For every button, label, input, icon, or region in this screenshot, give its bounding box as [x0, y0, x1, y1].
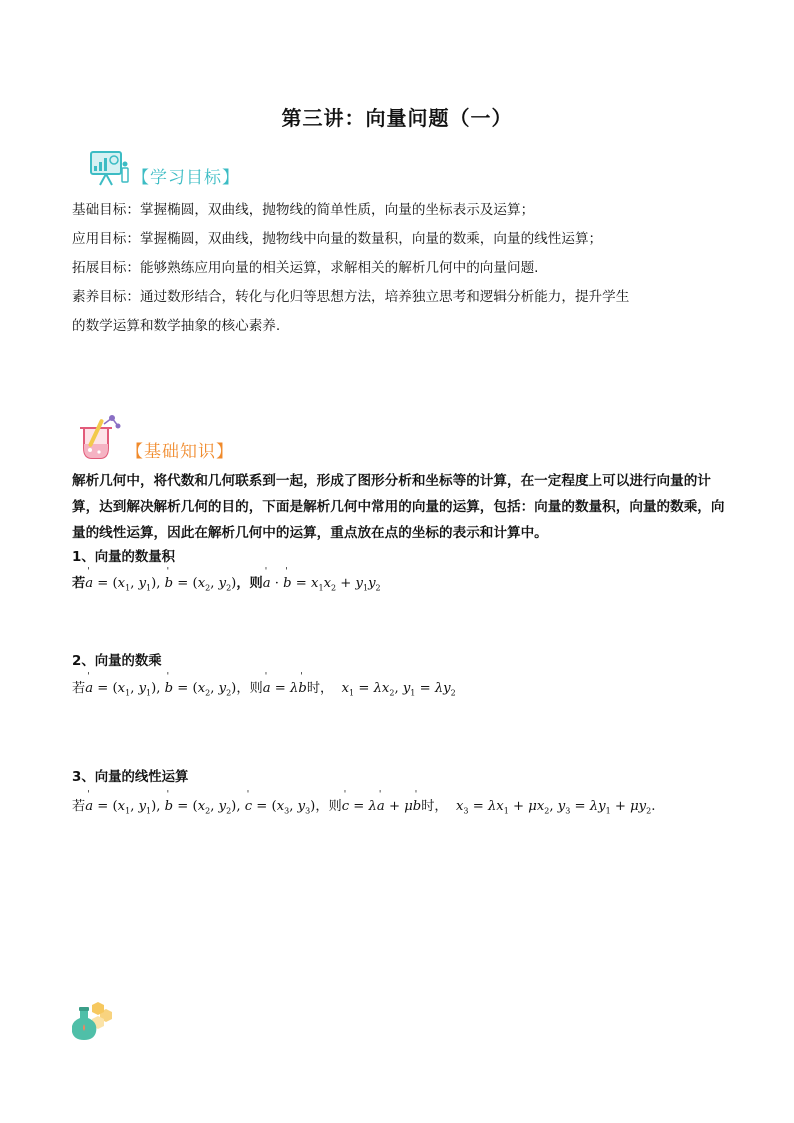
presentation-board-icon: [88, 148, 132, 188]
page-title: 第三讲：向量问题（一）: [281, 106, 513, 130]
goal-application: 应用目标：掌握椭圆，双曲线，抛物线中向量的数量积，向量的数乘，向量的线性运算；: [72, 231, 603, 247]
lab-flask-icon: [72, 414, 126, 466]
item-dot-product-title: 1、向量的数量积: [72, 550, 176, 565]
goals-header: 【学习目标】: [132, 168, 240, 188]
goal-literacy: 素养目标：通过数形结合，转化与化归等思想方法，培养独立思考和逻辑分析能力，提升学生: [72, 289, 630, 305]
flask-honeycomb-icon: [72, 1000, 114, 1042]
scalar-multiplication-formula: 若' $a = (x_1$, $y_1$), ' $b = (x_2$, $y_2$)，则' a = λ' b时， $x_1 = \lambda x_2$, $y_1 = \lambda y_2$: [72, 677, 456, 698]
dot-product-formula: 若' $a = (x_1$, $y_1$), ' $b = (x_2$, $y_2$)，则' a · ' $b = x_1x_2 + y_1y_2$: [72, 572, 381, 593]
goal-literacy-continued: 的数学运算和数学抽象的核心素养.: [72, 318, 281, 334]
goal-basic: 基础目标：掌握椭圆，双曲线，抛物线的简单性质，向量的坐标表示及运算；: [72, 202, 535, 218]
knowledge-intro: 解析几何中，将代数和几何联系到一起，形成了图形分析和坐标等的计算，在一定程度上可以进行向量的计算，达到解决解析几何的目的，下面是解析几何中常用的向量的运算，包括：向量的数量积，向量的数乘，向量的线性运算，因此在解析几何中的运算，重点放在点的坐标的表示和计算中。: [72, 473, 725, 541]
linear-operation-formula: 若' $a = (x_1$, $y_1$), ' $b = (x_2$, $y_2$), ' $c = (x_3$, $y_3$)，则' c = λ' a + μ' b时， $x_3 = \lambda x_1 + \mu x_2$, $y_3 = \lambda y_1 + \mu y_2$.: [72, 795, 655, 816]
goals-list: [72, 196, 732, 341]
goal-extension: 拓展目标：能够熟练应用向量的相关运算，求解相关的解析几何中的向量问题.: [72, 260, 539, 276]
item-scalar-multiplication-title: 2、向量的数乘: [72, 654, 162, 669]
item-linear-operation-title: 3、向量的线性运算: [72, 770, 189, 785]
knowledge-header: 【基础知识】: [126, 442, 234, 462]
